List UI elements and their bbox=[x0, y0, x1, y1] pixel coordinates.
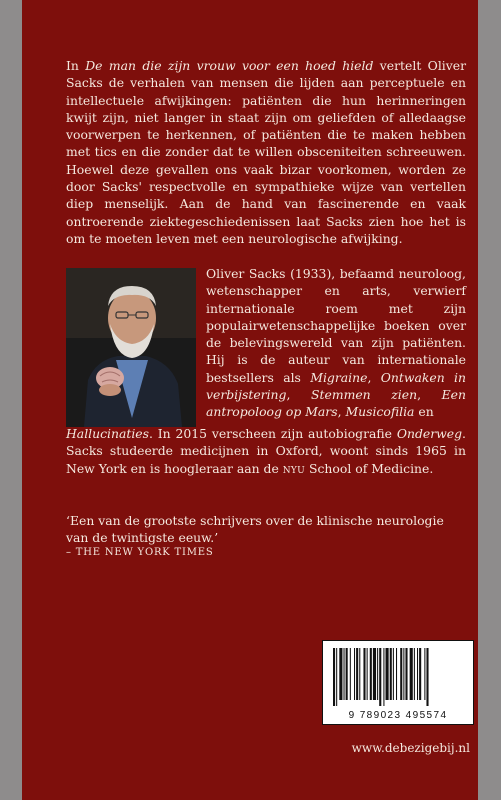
barcode-bar bbox=[359, 648, 360, 700]
book-musicofilia: Musicofilia bbox=[345, 404, 415, 420]
blurb-paragraph bbox=[66, 57, 466, 247]
nyu-smallcaps: nyu bbox=[282, 460, 306, 476]
publisher-website[interactable]: www.debezigebij.nl bbox=[351, 741, 470, 755]
book-migraine: Migraine bbox=[310, 369, 368, 385]
barcode-bar bbox=[363, 648, 365, 700]
barcode-bar bbox=[370, 648, 372, 700]
isbn-barcode bbox=[322, 640, 474, 725]
blurb-text: vertelt Oliver Sacks de verhalen van mensen die lijden aan perceptuele en intellectuele afwijkingen: patiënten die hun herinneringen kwijt zijn, niet langer in staat zijn om geliefden of alledaagse voorwerpen te herkennen, of patiënten die te maken hebben met tics en die zonder dat te willen obsceniteiten schreeuwen. Hoewel deze gevallen ons vaak bizar voorkomen, worden ze door Sacks' respectvolle en sympathieke wijze van vertellen diep menselijk. Aan de hand van fascinerende en vaak ontroerende ziektegeschiedenissen laat Sacks zien hoe het is om te moeten leven met een neurologische afwijking. bbox=[66, 58, 466, 246]
bio-sep: , bbox=[337, 404, 346, 420]
blurb-prefix: In bbox=[66, 58, 86, 73]
barcode-bar bbox=[400, 648, 402, 700]
barcode-bar bbox=[414, 648, 415, 700]
bio-text: School of Medicine. bbox=[305, 460, 434, 476]
barcode-bar bbox=[350, 648, 351, 700]
isbn-number: 9 789023 495574 bbox=[348, 710, 448, 721]
press-quote: ‘Een van de grootste schrijvers over de klinische neurologie van de twintigste eeuw.’ bbox=[66, 513, 444, 546]
barcode-bar bbox=[354, 648, 355, 700]
book-back-cover bbox=[22, 0, 478, 800]
barcode-bar bbox=[367, 648, 368, 700]
author-photo bbox=[66, 268, 196, 427]
barcode-bar bbox=[405, 648, 407, 700]
barcode-bar bbox=[346, 648, 348, 700]
bio-text: . In 2015 verscheen zijn autobiografie bbox=[149, 426, 397, 441]
book-antropoloog: Een antropoloog op Mars bbox=[206, 387, 466, 420]
barcode-bar bbox=[373, 648, 376, 700]
bio-sep: , bbox=[417, 387, 442, 403]
barcode-bar bbox=[393, 648, 394, 700]
barcode-bar bbox=[356, 648, 358, 700]
barcode-bar bbox=[410, 648, 413, 700]
barcode-bar bbox=[344, 648, 345, 700]
barcode-bar bbox=[403, 648, 404, 700]
barcode-bar bbox=[377, 648, 378, 700]
barcode-bars bbox=[333, 648, 463, 706]
book-title: De man die zijn vrouw voor een hoed hield bbox=[85, 58, 374, 73]
bio-sep: , bbox=[286, 387, 312, 403]
barcode-bar bbox=[426, 648, 428, 706]
barcode-bar bbox=[417, 648, 418, 700]
book-onderweg: Onderweg bbox=[396, 426, 463, 441]
book-hallucinaties: Hallucinaties bbox=[66, 426, 150, 441]
barcode-bar bbox=[390, 648, 392, 700]
barcode-bar bbox=[386, 648, 389, 700]
barcode-bar bbox=[419, 648, 421, 700]
book-stemmen-zien: Stemmen zien bbox=[311, 387, 418, 403]
book-ontwaken: Ontwaken in verbijstering bbox=[206, 369, 466, 403]
author-bio-top bbox=[206, 265, 466, 421]
author-bio-continued bbox=[66, 425, 466, 477]
bio-text: Oliver Sacks (1933), befaamd neuroloog, wetenschapper en arts, verwierf internationale roem met zijn populairwetenschappelijke boeken over de belevingswereld van zijn patiënten. Hij is de auteur van internationale bestsellers als bbox=[206, 266, 466, 385]
quote-source: – THE NEW YORK TIMES bbox=[66, 547, 214, 558]
barcode-bar bbox=[383, 648, 384, 706]
bio-sep: en bbox=[414, 404, 434, 420]
barcode-bar bbox=[336, 648, 337, 706]
barcode-bar bbox=[424, 648, 425, 700]
barcode-bar bbox=[339, 648, 342, 700]
bio-text: . Sacks studeerde medicijnen in Oxford, woont sinds 1965 in New York en is hoogleraar aan de bbox=[66, 426, 466, 476]
barcode-bar bbox=[379, 648, 381, 706]
bio-sep: , bbox=[367, 369, 381, 385]
barcode-bar bbox=[396, 648, 397, 700]
barcode-bar bbox=[333, 648, 335, 706]
